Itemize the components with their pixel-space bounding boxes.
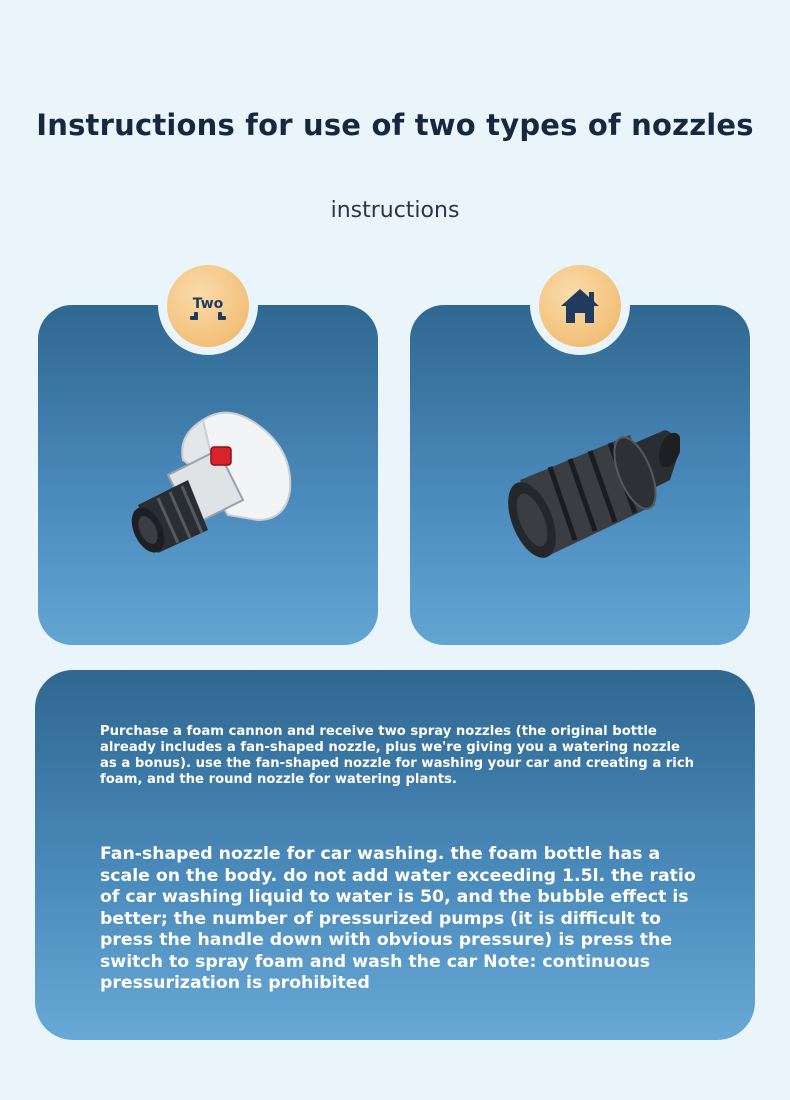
page-title: Instructions for use of two types of nozzles (36, 108, 754, 142)
bonus-description: Purchase a foam cannon and receive two spray nozzles (the original bottle already includes a fan-shaped nozzle, plus we're giving you a watering nozzle as a bonus). use the fan-shaped nozzle for washing your car and creating a rich foam, and the round nozzle for watering plants. (100, 724, 695, 787)
two-badge (167, 265, 249, 347)
house-icon (558, 286, 602, 326)
fan-nozzle-card (38, 296, 378, 645)
two-people-icon (167, 312, 249, 322)
usage-instructions: Fan-shaped nozzle for car washing. the foam bottle has a scale on the body. do not add water exceeding 1.5l. the ratio of car washing liquid to water is 50, and the bubble effect is better; the number of pressurized pumps (it is difficult to press the handle down with obvious pressure) is press the switch to spray foam and wash the car Note: continuous pressurization is prohibited (100, 844, 696, 993)
watering-nozzle-card (410, 305, 750, 645)
fan-nozzle-image (108, 395, 308, 575)
instructions-card (35, 670, 755, 1040)
house-badge (539, 265, 621, 347)
badge-label: Two (192, 296, 224, 312)
round-nozzle-image (480, 395, 680, 575)
page-subtitle: instructions (330, 198, 460, 223)
